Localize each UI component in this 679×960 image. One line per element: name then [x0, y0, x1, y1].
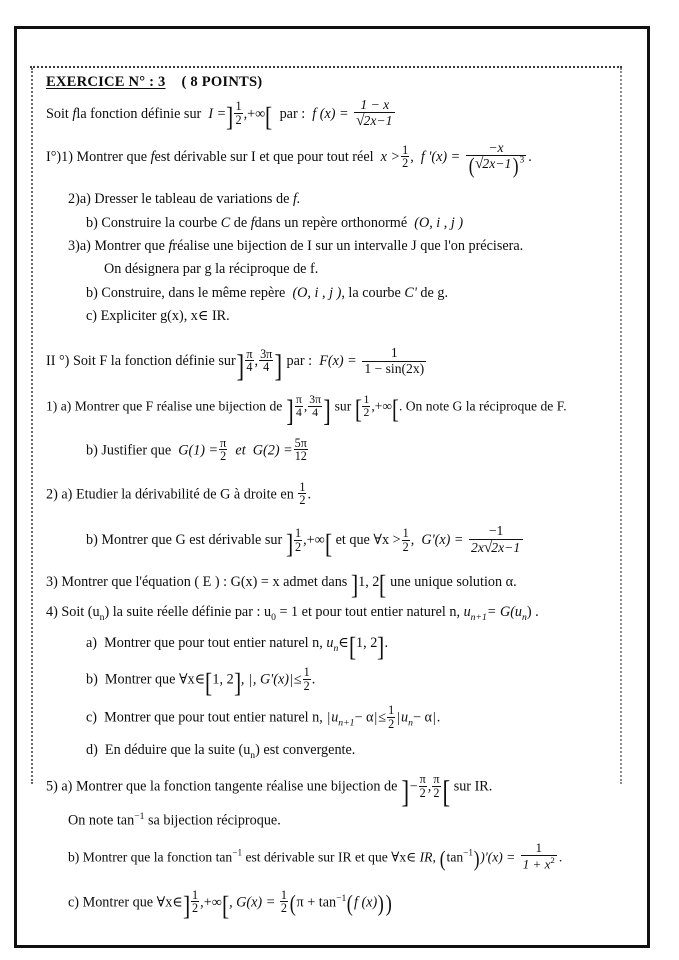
part2-q4b-comma: , [240, 671, 245, 688]
part2-question-2a [46, 481, 624, 507]
part2-q4d-sub: n [250, 749, 256, 761]
part2-q4-recurrence-sub: n+1 [470, 612, 487, 624]
part2-q1a-text-b: . On note G la réciproque de F. [398, 398, 567, 414]
part2-q4a-period: . [384, 635, 389, 652]
part2-q4c-abs1-open: | [327, 709, 331, 726]
part1-q1-derivative-label: f '(x) = [420, 149, 461, 166]
part2-q5c-expr-b: π + tan [296, 894, 337, 911]
exercise-title [46, 74, 624, 91]
part2-q1a-text-a: Montrer que F réalise une bijection de [74, 398, 283, 414]
exercise-points-label: ( 8 POINTS) [181, 74, 263, 90]
part2-q5b-expr-superscript: −1 [463, 847, 473, 858]
part2-q1a-target-open-bracket: [ [354, 394, 362, 425]
part2-interval-upper-fraction: $\frac{3\pi}{4}$ [260, 346, 273, 375]
part2-q4-recurrence-u: u [463, 604, 471, 621]
part1-q1-comma: , [410, 149, 414, 166]
part2-q5c-half-fraction: $\frac{1}{2}$ [280, 887, 287, 916]
part2-q4c-u2: u [401, 709, 409, 726]
part2-q3-text-a: Montrer que l'équation ( E ) : G(x) = x admet dans [61, 573, 348, 590]
part2-q5c-interval-comma: , [200, 894, 204, 911]
part1-intro-prefix: Soit [46, 106, 69, 122]
part1-q2a-text: Dresser le tableau de variations de [94, 191, 290, 208]
interval-open-bracket: ] [226, 101, 234, 133]
part2-q4b-period: . [311, 671, 316, 688]
part2-interval-close-bracket: ] [274, 348, 283, 384]
part2-q3-interval-open-bracket: ] [350, 569, 359, 601]
part2-question-1b [86, 437, 624, 463]
part2-q2b-interval-comma: , [303, 532, 307, 549]
part2-q2b-number: b) [86, 532, 98, 549]
part1-question-3c [86, 308, 624, 324]
part2-q2b-text-a: Montrer que G est dérivable sur [101, 532, 283, 549]
part1-question-2b [86, 215, 624, 231]
part2-q4a-expr-sub: n [333, 643, 339, 655]
part2-q2b-text-b: et que ∀x > [335, 532, 401, 549]
decorative-dotted-top-border [30, 66, 622, 68]
part2-q1a-domain-open-bracket: ] [286, 393, 294, 428]
part2-q2b-interval-inf: +∞ [306, 532, 325, 549]
part2-q4a-set-close-bracket: ] [377, 630, 385, 662]
part2-interval-comma: , [254, 353, 259, 370]
curve-c-prime-symbol: C' [404, 284, 417, 301]
part2-q4-text-c: = 1 et pour tout entier naturel n, [279, 604, 461, 621]
part1-q3b-text-b: , la courbe [341, 284, 401, 301]
function-Fx-fraction: $\frac{1}{1 - \sin(2x)}$ [364, 345, 425, 376]
part2-number: II °) [46, 353, 70, 370]
part2-q2b-comma: , [410, 532, 415, 549]
part2-q5a-minus: − [409, 778, 418, 795]
part2-q1b-number: b) [86, 442, 98, 459]
part2-question-5a [46, 772, 624, 809]
part2-q4c-sub2: n [408, 717, 413, 729]
part2-question-4c [86, 704, 624, 730]
part2-q1a-domain-lower: $\frac{\pi}{4}$ [295, 392, 302, 419]
part1-par-label: par : [279, 106, 306, 122]
part2-q4c-sub: n+1 [338, 717, 355, 729]
part2-interval-open-bracket: ] [236, 348, 244, 384]
part1-q1-function-symbol: f [150, 149, 155, 166]
part1-q3a-number: 3)a) [68, 237, 91, 254]
part2-q4-recurrence-end: ) . [526, 604, 539, 621]
part2-q5b-ir-label: IR, [419, 849, 436, 865]
part2-q1b-G2-label: G(2) = [252, 442, 293, 459]
decorative-dotted-left-border [31, 68, 33, 784]
part2-q4c-abs2-open: | [397, 709, 401, 726]
part2-question-4b [86, 665, 624, 699]
part2-q4a-expr-in: ∈ [338, 635, 349, 652]
part2-q2b-condition-fraction: $\frac{1}{2}$ [402, 526, 409, 554]
part1-q2b-text-a: Construire la courbe [101, 214, 218, 231]
part2-q2a-point-fraction: $\frac{1}{2}$ [299, 479, 306, 508]
part2-q1a-number: 1) a) [46, 398, 72, 414]
part2-q2a-text: Etudier la dérivabilité de G à droite en [75, 486, 294, 503]
part1-q3a-text-a: Montrer que [94, 237, 165, 254]
part2-q4b-text: Montrer que ∀x∈ [104, 671, 206, 688]
part2-q2b-interval-close-bracket: [ [324, 528, 332, 559]
part2-q5c-paren-open: ( [289, 891, 296, 917]
part2-q5b-number: b) [68, 849, 80, 865]
part2-q4a-set-values: 1, 2 [356, 635, 378, 652]
part1-intro-function-symbol: f [72, 106, 77, 122]
part2-q4c-minus2: − α [412, 709, 432, 726]
part1-question-2a [68, 191, 624, 207]
part2-q4c-u: u [331, 709, 339, 726]
part2-q5b-paren-close: ) [473, 847, 480, 872]
part2-q3-interval-values: 1, 2 [358, 573, 380, 590]
part2-q4-recurrence-eq: = G(u [486, 604, 523, 621]
part2-q5a-upper-fraction: $\frac{\pi}{2}$ [433, 772, 440, 800]
part2-q1b-G2-value: $\frac{5\pi}{12}$ [294, 435, 307, 464]
part2-q1a-target-fraction: $\frac{1}{2}$ [363, 392, 370, 419]
part1-intro-mid: la fonction définie sur [76, 106, 202, 122]
part2-q1a-target-close-bracket: [ [392, 394, 399, 425]
exercise-content [46, 74, 624, 921]
part2-q2b-interval-fraction: $\frac{1}{2}$ [295, 526, 302, 554]
interval-upper-bound: +∞ [247, 106, 266, 122]
part2-q5a-comma: , [427, 778, 432, 795]
part1-q1-text-a: Montrer que [76, 149, 148, 166]
part2-q1a-target-inf: +∞ [374, 398, 393, 414]
part2-q5c-interval-open-bracket: ] [182, 889, 191, 921]
part2-q4c-minus: − α [354, 709, 374, 726]
part2-q4d-number: d) [86, 742, 98, 759]
part1-q1-condition-var: x > [380, 149, 401, 166]
part2-q4d-text-b: ) est convergente. [255, 742, 356, 759]
part2-q5a-number: 5) a) [46, 778, 73, 795]
part2-intro-text: Soit F la fonction définie sur [72, 353, 236, 370]
part2-q2a-number: 2) a) [46, 486, 73, 503]
part2-question-5c [68, 887, 624, 921]
part2-q5b-expr-b: )'(x) = [480, 849, 516, 865]
part2-q4-sub-zero: 0 [271, 612, 276, 624]
part2-par-label: par : [286, 353, 313, 370]
part2-question-3 [46, 569, 624, 601]
part2-q2a-period: . [307, 486, 311, 503]
part2-q4c-text: Montrer que pour tout entier naturel n, [104, 709, 323, 726]
part2-q4b-bound-fraction: $\frac{1}{2}$ [303, 665, 310, 693]
part2-q4c-number: c) [86, 709, 98, 726]
part2-q4b-abs-close: | [289, 671, 293, 688]
part2-q5c-interval-close-bracket: [ [221, 889, 230, 921]
part1-q3a-function: f [168, 237, 173, 254]
part1-question-3a-note [104, 261, 624, 277]
part2-question-5b [68, 841, 624, 871]
part1-intro-line [46, 96, 624, 133]
part2-q4c-abs1-close: | [374, 709, 378, 726]
part2-q1a-domain-upper: $\frac{3\pi}{4}$ [309, 392, 321, 419]
interval-lower-bound-fraction: $\frac{1}{2}$ [235, 99, 242, 127]
part2-q4b-set-close-bracket: ] [233, 667, 241, 699]
part2-q5a-interval-close-bracket: [ [441, 773, 450, 809]
part2-question-4d [86, 742, 624, 761]
part2-q5c-expr-a: , G(x) = [229, 894, 276, 911]
part1-question-1 [46, 140, 624, 179]
part1-q2a-function: f. [292, 191, 301, 208]
part1-q1-derivative-fraction: $\frac{-x}{(√2x-1)^3}$ [466, 141, 526, 173]
part1-q2b-text-c: dans un repère orthonormé [254, 214, 408, 231]
part2-q1a-domain-comma: , [303, 398, 308, 414]
part1-interval-label: I = [208, 106, 227, 122]
part2-q5a-note-b: sa bijection réciproque. [148, 812, 281, 829]
part2-q4b-set-values: 1, 2 [212, 671, 234, 688]
part2-question-4a [86, 630, 624, 662]
part1-q2b-frame: (O, i , j ) [414, 214, 464, 231]
part2-q1a-domain-close-bracket: ] [323, 393, 331, 428]
part2-q4b-abs-open: | [249, 671, 252, 688]
part1-q3b-frame: (O, i , j ) [292, 284, 342, 301]
part2-q4a-text: Montrer que pour tout entier naturel n, [104, 635, 323, 652]
part2-question-4 [46, 604, 624, 623]
part2-intro-line [46, 345, 624, 384]
part2-q4-text-a: Soit (u [61, 604, 100, 621]
part1-q3b-text-c: de g. [420, 284, 448, 301]
part1-q2b-function: f [250, 214, 255, 231]
part2-q4a-set-open-bracket: [ [348, 630, 356, 662]
part1-q2b-text-b: de [233, 214, 248, 231]
part2-q1b-text: Justifier que [101, 442, 172, 459]
part2-q5c-superscript: −1 [336, 892, 347, 904]
function-fx-label: f (x) = [312, 106, 349, 122]
part1-question-3b [86, 285, 624, 301]
part2-q5b-expr-a: tan [446, 849, 464, 865]
part2-question-5a-note [68, 811, 624, 829]
part1-q1-condition-fraction: $\frac{1}{2}$ [402, 142, 409, 171]
part2-q1b-G1-label: G(1) = [178, 442, 219, 459]
part2-q5c-interval-fraction: $\frac{1}{2}$ [192, 887, 199, 916]
part2-q5b-text-a: Montrer que la fonction tan [82, 849, 233, 865]
part2-q4d-text-a: En déduire que la suite (u [104, 742, 251, 759]
exercise-title-label: EXERCICE N° : 3 [46, 74, 166, 90]
part1-q1-period: . [528, 149, 532, 166]
part2-q4c-le: ≤ [378, 709, 387, 726]
part2-q4b-set-open-bracket: [ [205, 667, 213, 699]
part1-q3b-number: b) [86, 284, 98, 301]
part2-q5a-text-b: sur IR. [453, 778, 493, 795]
part2-q5b-text-b: est dérivable sur IR et que ∀x∈ [245, 849, 417, 865]
part2-q1a-target-comma: , [371, 398, 375, 414]
part2-q5b-superscript: −1 [232, 847, 243, 858]
part2-q3-interval-close-bracket: [ [379, 569, 387, 601]
part2-q5c-text: Montrer que ∀x∈ [82, 894, 183, 911]
part2-q2b-derivative-label: G'(x) = [421, 532, 464, 549]
part2-q5a-interval-open-bracket: ] [401, 773, 410, 809]
function-fx-fraction: $\frac{1 - x}{√2x-1}$ [354, 98, 395, 129]
part2-q2b-interval-open-bracket: ] [285, 528, 293, 559]
part2-q5a-note-a: On note tan [68, 812, 135, 829]
part2-q4a-expr-u: u [326, 635, 334, 652]
part1-q3b-text-a: Construire, dans le même repère [101, 284, 286, 301]
part2-q5c-expr-c: f (x) [353, 894, 378, 911]
part2-q3-text-b: une unique solution α. [390, 573, 517, 590]
part2-q5b-paren-open: ( [440, 847, 446, 872]
part2-q5a-text-a: Montrer que la fonction tangente réalise une bijection de [75, 778, 398, 795]
part2-q5a-lower-fraction: $\frac{\pi}{2}$ [419, 772, 426, 800]
part2-q1a-text-sur: sur [334, 398, 352, 414]
part2-q5b-period: . [558, 849, 563, 865]
part2-interval-lower-fraction: $\frac{\pi}{4}$ [246, 346, 253, 375]
part2-q1b-G1-value: $\frac{\pi}{2}$ [220, 435, 227, 464]
part2-q1b-et: et [235, 442, 246, 459]
part2-q4-text-b: ) la suite réelle définie par : u [104, 604, 272, 621]
part1-q1-number: I°)1) [46, 149, 73, 166]
part2-q3-number: 3) [46, 573, 58, 590]
part1-q3c-number: c) [86, 307, 98, 324]
part2-q4b-le: ≤ [293, 671, 302, 688]
part2-q5c-interval-inf: +∞ [203, 894, 222, 911]
part2-q4-recurrence-sub2: n [522, 612, 527, 624]
interval-comma: , [243, 106, 248, 122]
part2-q5c-paren-close: ) [385, 891, 392, 917]
part2-q4b-number: b) [86, 671, 98, 688]
part2-q5c-inner-paren-close: ) [377, 891, 385, 917]
part1-q2a-number: 2)a) [68, 191, 91, 208]
part2-q5c-number: c) [68, 894, 80, 911]
part2-q4-number: 4) [46, 604, 58, 621]
part2-q4a-number: a) [86, 635, 98, 652]
part2-question-2b [86, 523, 624, 559]
part1-q3a-note: On désignera par g la réciproque de f. [104, 261, 319, 278]
part1-q2b-number: b) [86, 214, 98, 231]
part2-q4c-abs2-close: | [432, 709, 436, 726]
part2-q4c-period: . [436, 709, 441, 726]
part2-q5a-note-superscript: −1 [134, 810, 145, 822]
part1-question-3a [68, 238, 624, 254]
part2-q2b-derivative-fraction: $\frac{-1}{2x√2x-1}$ [469, 524, 523, 555]
interval-close-bracket: [ [265, 101, 273, 133]
part2-q4c-factor-fraction: $\frac{1}{2}$ [388, 703, 395, 731]
part1-q3c-text: Expliciter g(x), x∈ IR. [100, 307, 230, 324]
part2-question-1a [46, 392, 624, 428]
part2-q4-sub-n: n [99, 612, 105, 624]
part2-q4b-expr: , G'(x) [252, 671, 289, 688]
part2-q5c-inner-paren-open: ( [347, 891, 354, 917]
curve-c-symbol: C [220, 214, 231, 231]
part1-q1-text-b: est dérivable sur I et que pour tout réel [154, 149, 374, 166]
part2-q5b-derivative-fraction: $\frac{1}{1 + x^2}$ [522, 840, 555, 872]
part1-q3a-text-b: réalise une bijection de I sur un intervalle J que l'on précisera. [172, 237, 524, 254]
function-Fx-label: F(x) = [319, 353, 357, 370]
